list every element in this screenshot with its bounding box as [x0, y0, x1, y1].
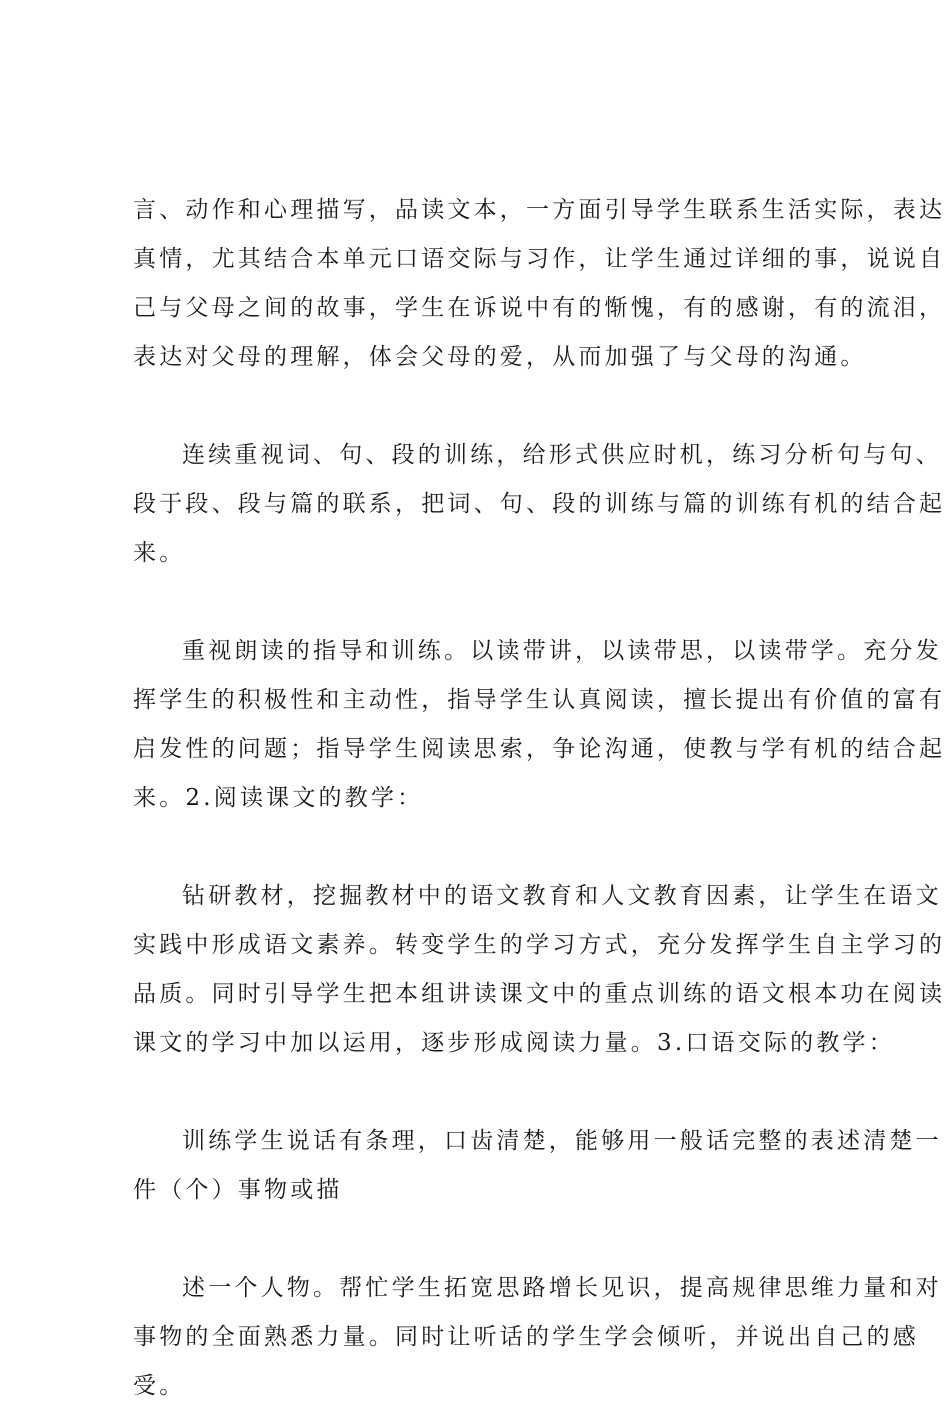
text-line: 真情，尤其结合本单元口语交际与习作，让学生通过详细的事，说说自	[133, 246, 946, 272]
paragraph-2	[133, 431, 946, 578]
paragraph-4	[133, 872, 946, 1068]
text-line: 言、动作和心理描写，品读文本，一方面引导学生联系生活实际，表达	[133, 197, 946, 223]
text-line: 受。	[133, 1373, 186, 1399]
text-line: 来。	[133, 540, 186, 566]
paragraph-gap	[133, 1068, 833, 1117]
paragraph-1	[133, 186, 946, 382]
text-line: 段于段、段与篇的联系，把词、句、段的训练与篇的训练有机的结合起	[133, 491, 946, 517]
paragraph-6	[133, 1264, 942, 1411]
text-line: 来。2.阅读课文的教学：	[133, 785, 424, 811]
paragraph-gap	[133, 578, 833, 627]
text-line: 表达对父母的理解，体会父母的爱，从而加强了与父母的沟通。	[133, 344, 867, 370]
text-line: 品质。同时引导学生把本组讲读课文中的重点训练的语文根本功在阅读	[133, 981, 946, 1007]
text-line: 训练学生说话有条理，口齿清楚，能够用一般话完整的表述清楚一	[182, 1128, 942, 1154]
text-line: 挥学生的积极性和主动性，指导学生认真阅读，擅长提出有价值的富有	[133, 687, 946, 713]
text-line: 启发性的问题；指导学生阅读思索，争论沟通，使教与学有机的结合起	[133, 736, 946, 762]
paragraph-gap	[133, 823, 833, 872]
text-line: 事物的全面熟悉力量。同时让听话的学生学会倾听，并说出自己的感	[133, 1324, 919, 1350]
paragraph-gap	[133, 1215, 833, 1264]
text-line: 重视朗读的指导和训练。以读带讲，以读带思，以读带学。充分发	[182, 638, 942, 664]
text-line: 钻研教材，挖掘教材中的语文教育和人文教育因素，让学生在语文	[182, 883, 942, 909]
text-line: 实践中形成语文素养。转变学生的学习方式，充分发挥学生自主学习的	[133, 932, 946, 958]
paragraph-gap	[133, 382, 833, 431]
text-line: 己与父母之间的故事，学生在诉说中有的惭愧，有的感谢，有的流泪，	[133, 295, 946, 321]
text-line: 连续重视词、句、段的训练，给形式供应时机，练习分析句与句、	[182, 442, 942, 468]
text-line: 件（个）事物或描	[133, 1177, 343, 1203]
text-line: 课文的学习中加以运用，逐步形成阅读力量。3.口语交际的教学：	[133, 1030, 895, 1056]
paragraph-5	[133, 1117, 942, 1215]
document-body	[133, 186, 946, 1411]
text-line: 述一个人物。帮忙学生拓宽思路增长见识，提高规律思维力量和对	[182, 1275, 942, 1301]
paragraph-3	[133, 627, 946, 823]
